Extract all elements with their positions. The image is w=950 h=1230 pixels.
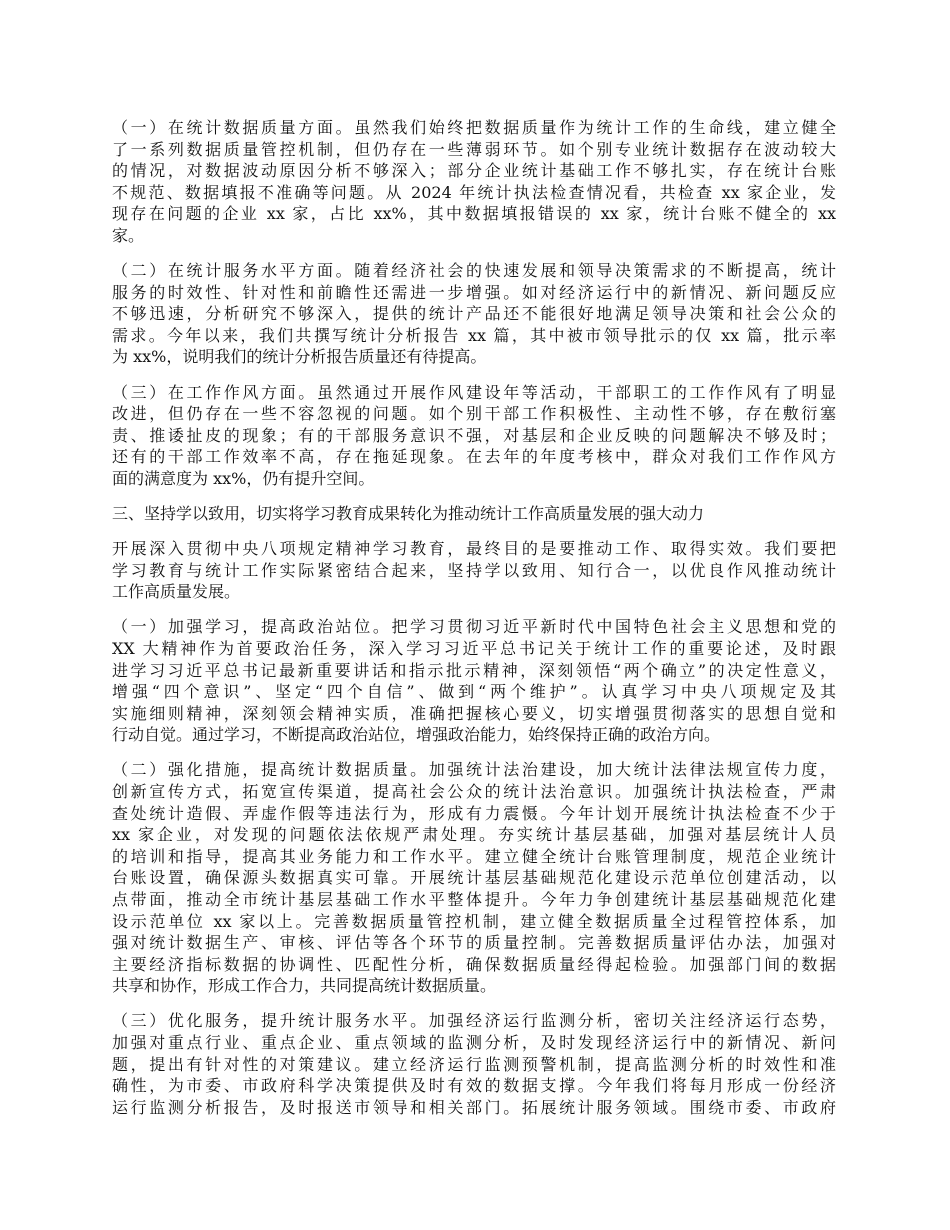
text-line: 主要经济指标数据的协调性、匹配性分析，确保数据质量经得起检验。加强部门间的数据: [112, 954, 836, 974]
text-line: 点带面，推动全市统计基层基础工作水平整体提升。今年力争创建统计基层基础规范化建: [112, 890, 836, 909]
text-line: （二）在统计服务水平方面。随着经济社会的快速发展和领导决策需求的不断提高，统计: [112, 261, 836, 281]
text-line: 责、推诿扯皮的现象；有的干部服务意识不强，对基层和企业反映的问题解决不够及时；: [112, 425, 836, 445]
text-line: 增强“四个意识”、坚定“四个自信”、做到“两个维护”。认真学习中央八项规定及其: [112, 682, 836, 702]
paragraph: [112, 616, 836, 746]
text-line: xx 家企业，对发现的问题依法依规严肃处理。夯实统计基层基础，加强对基层统计人员: [112, 825, 836, 845]
text-line: 需求。今年以来，我们共撰写统计分析报告 xx 篇，其中被市领导批示的仅 xx 篇，批示率: [112, 325, 836, 345]
text-line: 面的满意度为 xx%，仍有提升空间。: [112, 468, 375, 488]
text-line: 确性，为市委、市政府科学决策提供及时有效的数据支撑。今年我们将每月形成一份经济: [112, 1076, 836, 1096]
paragraph: [112, 538, 836, 603]
text-line: 强对统计数据生产、审核、评估等各个环节的质量控制。完善数据质量评估办法，加强对: [112, 933, 836, 953]
text-line: 行动自觉。通过学习，不断提高政治站位，增强政治能力，始终保持正确的政治方向。: [112, 725, 721, 745]
document-page: [112, 117, 836, 1132]
paragraph: [112, 260, 836, 368]
text-line: 学习教育与统计工作实际紧密结合起来，坚持学以致用、知行合一，以优良作风推动统计: [112, 560, 836, 580]
text-line: （一）在统计数据质量方面。虽然我们始终把数据质量作为统计工作的生命线，建立健全: [112, 118, 836, 137]
text-line: 现存在问题的企业 xx 家，占比 xx%，其中数据填报错误的 xx 家，统计台账不健全的 xx: [112, 204, 836, 224]
text-line: （一）加强学习，提高政治站位。把学习贯彻习近平新时代中国特色社会主义思想和党的: [112, 617, 836, 637]
text-line: 不规范、数据填报不准确等问题。从 2024 年统计执法检查情况看，共检查 xx 家企业，发: [112, 182, 836, 202]
text-line: 共享和协作，形成工作合力，共同提高统计数据质量。: [112, 976, 497, 996]
section-heading: [112, 503, 836, 525]
paragraph: [112, 117, 836, 247]
text-line: 工作高质量发展。: [112, 582, 241, 602]
text-line: 改进，但仍存在一些不容忽视的问题。如个别干部工作积极性、主动性不够，存在敷衍塞: [112, 404, 836, 424]
text-line: 的情况，对数据波动原因分析不够深入；部分企业统计基础工作不够扎实，存在统计台账: [112, 161, 836, 181]
text-line: 查处统计造假、弄虚作假等违法行为，形成有力震慑。今年计划开展统计执法检查不少于: [112, 803, 836, 823]
paragraph: [112, 382, 836, 490]
text-line: 设示范单位 xx 家以上。完善数据质量管控机制，建立健全数据质量全过程管控体系，加: [112, 911, 836, 931]
text-line: 了一系列数据质量管控机制，但仍存在一些薄弱环节。如个别专业统计数据存在波动较大: [112, 139, 836, 159]
text-line: 运行监测分析报告，及时报送市领导和相关部门。拓展统计服务领域。围绕市委、市政府: [112, 1097, 836, 1117]
text-line: 开展深入贯彻中央八项规定精神学习教育，最终目的是要推动工作、取得实效。我们要把: [112, 539, 836, 559]
text-line: 服务的时效性、针对性和前瞻性还需进一步增强。如对经济运行中的新情况、新问题反应: [112, 282, 836, 302]
text-line: 题，提出有针对性的对策建议。建立经济运行监测预警机制，提高监测分析的时效性和准: [112, 1054, 836, 1074]
text-line: （二）强化措施，提高统计数据质量。加强统计法治建设，加大统计法律法规宣传力度，: [112, 760, 836, 780]
text-line: XX 大精神作为首要政治任务，深入学习习近平总书记关于统计工作的重要论述，及时跟: [112, 638, 836, 658]
text-line: 的培训和指导，提高其业务能力和工作水平。建立健全统计台账管理制度，规范企业统计: [112, 846, 836, 866]
text-line: 进学习习近平总书记最新重要讲话和指示批示精神，深刻领悟“两个确立”的决定性意义，: [112, 660, 836, 680]
text-line: 为 xx%，说明我们的统计分析报告质量还有待提高。: [112, 347, 487, 367]
text-line: 台账设置，确保源头数据真实可靠。开展统计基层基础规范化建设示范单位创建活动，以: [112, 868, 836, 888]
text-line: 创新宣传方式，拓宽宣传渠道，提高社会公众的统计法治意识。加强统计执法检查，严肃: [112, 782, 836, 802]
paragraph: [112, 759, 836, 997]
text-line: 还有的干部工作效率不高，存在拖延现象。在去年的年度考核中，群众对我们工作作风方: [112, 447, 836, 467]
text-line: （三）在工作作风方面。虽然通过开展作风建设年等活动，干部职工的工作作风有了明显: [112, 382, 836, 402]
text-line: 实施细则精神，深刻领会精神实质，准确把握核心要义，切实增强贯彻落实的思想自觉和: [112, 703, 836, 723]
text-line: 不够迅速，分析研究不够深入，提供的统计产品还不能很好地满足领导决策和社会公众的: [112, 304, 836, 324]
paragraph: [112, 1010, 836, 1118]
text-line: （三）优化服务，提升统计服务水平。加强经济运行监测分析，密切关注经济运行态势，: [112, 1011, 836, 1031]
text-line: 加强对重点行业、重点企业、重点领域的监测分析，及时发现经济运行中的新情况、新问: [112, 1033, 836, 1053]
text-line: 家。: [112, 225, 145, 245]
text-line: 三、坚持学以致用，切实将学习教育成果转化为推动统计工作高质量发展的强大动力: [112, 504, 705, 523]
